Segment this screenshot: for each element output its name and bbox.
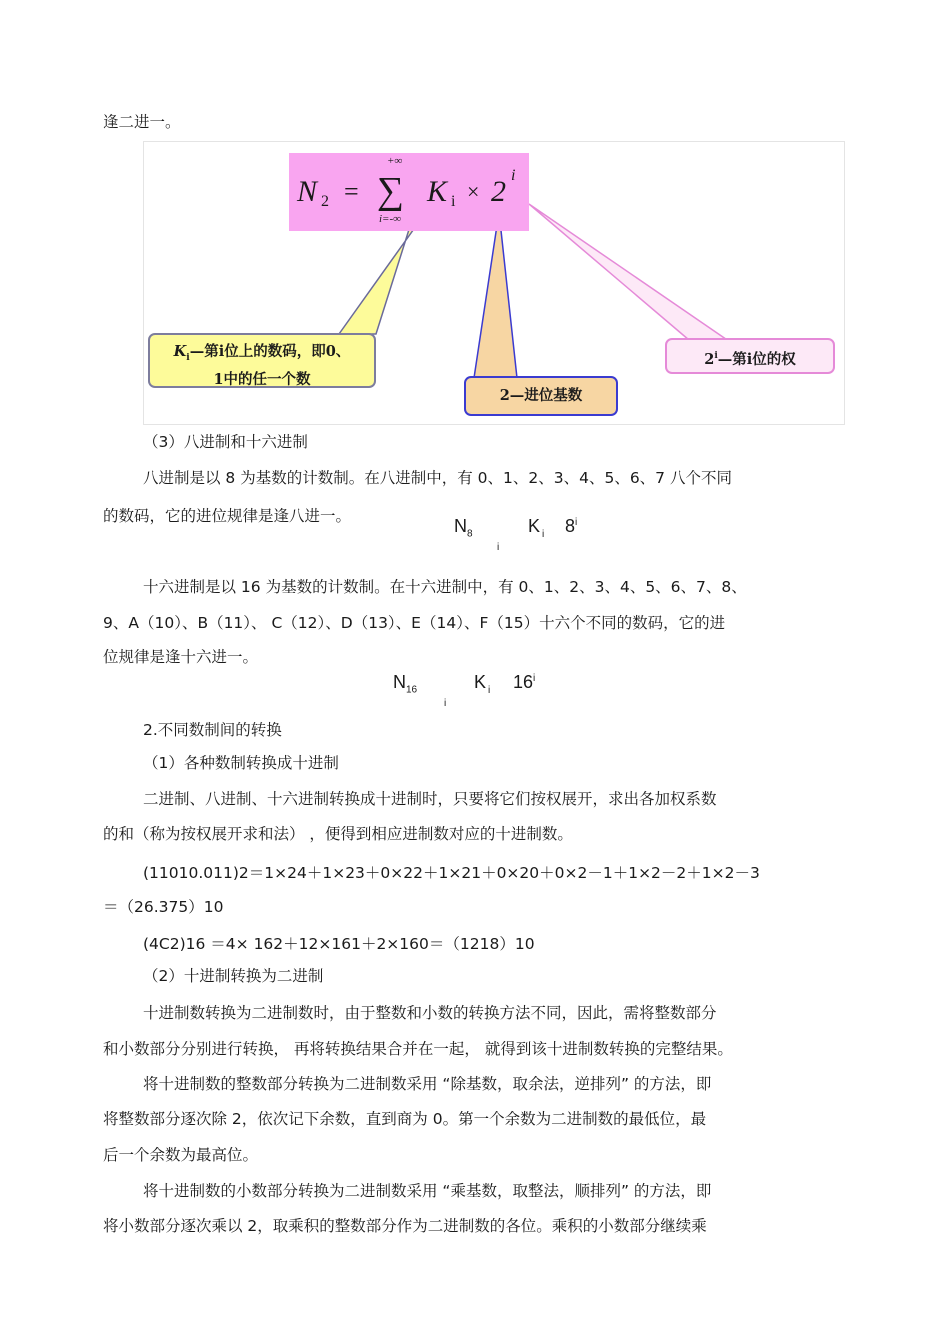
callout-digit [148, 333, 376, 388]
paragraph-line: 的数码，它的进位规律是逢八进一。 [103, 507, 352, 525]
paragraph-line: 后一个余数为最高位。 [103, 1146, 259, 1164]
formula-hex-k-char: K [474, 672, 487, 692]
paragraph-line: 将十进制数的小数部分转换为二进制数采用 “乘基数，取整法，顺排列” 的方法，即 [143, 1182, 712, 1200]
eq-equals: = [344, 177, 359, 206]
eq-two: 2 [491, 175, 506, 208]
paragraph-line: 二进制、八进制、十六进制转换成十进制时，只要将它们按权展开，求出各加权系数 [143, 790, 717, 808]
eq-n: N [297, 175, 318, 208]
equation-box [289, 153, 529, 231]
formula-hex [393, 672, 417, 696]
paragraph-line: 的和（称为按权展开求和法） ，便得到相应进制数对应的十进制数。 [103, 825, 573, 843]
paragraph-line: 十进制数转换为二进制数时，由于整数和小数的转换方法不同，因此，需将整数部分 [143, 1004, 717, 1022]
formula-octal-base-num: 8 [565, 516, 576, 536]
sigma-icon: ∑ [377, 170, 405, 212]
formula-hex-exp: i [533, 673, 536, 684]
example-line: (11010.011)2＝1×24＋1×23＋0×22＋1×21＋0×20＋0×2－1＋1×2－2＋1×2－3 [143, 864, 760, 882]
formula-octal-k-char: K [528, 516, 541, 536]
paragraph-line: 位规律是逢十六进一。 [103, 648, 259, 666]
callout-base [464, 376, 618, 416]
eq-times: × [467, 179, 480, 204]
eq-k-sub: i [451, 193, 456, 210]
callout-digit-line2: 1中的任一个数 [213, 370, 311, 388]
formula-hex-base-num: 16 [513, 672, 534, 692]
section-heading: （2）十进制转换为二进制 [143, 967, 324, 985]
formula-hex-n: N [393, 672, 406, 692]
formula-octal [454, 516, 473, 540]
eq-upper: +∞ [387, 155, 403, 167]
paragraph-line: 十六进制是以 16 为基数的计数制。在十六进制中，有 0、1、2、3、4、5、6、7、8、 [143, 578, 747, 596]
eq-k: K [427, 175, 448, 208]
section-heading: （3）八进制和十六进制 [143, 433, 308, 451]
example-line: ＝（26.375）10 [103, 898, 224, 916]
callout-digit-k-sub: i [186, 352, 190, 363]
paragraph-line: 将整数部分逐次除 2，依次记下余数，直到商为 0。第一个余数为二进制数的最低位，最 [103, 1110, 707, 1128]
formula-hex-k [474, 672, 490, 696]
callout-digit-text: —第i位上的数码，即0、 [189, 343, 351, 360]
eq-lower: i=-∞ [379, 213, 401, 225]
text-line: 逢二进一。 [103, 113, 181, 131]
formula-octal-k [528, 516, 544, 540]
eq-n-sub: 2 [321, 193, 329, 210]
section-heading: 2.不同数制间的转换 [143, 721, 282, 739]
formula-octal-n-sub: 8 [467, 528, 473, 540]
eq-exp: i [511, 167, 516, 184]
formula-octal-base [565, 516, 577, 537]
callout-weight [665, 338, 835, 374]
paragraph-line: 将十进制数的整数部分转换为二进制数采用 “除基数，取余法，逆排列” 的方法，即 [143, 1075, 712, 1093]
example-line: (4C2)16 ＝4× 162＋12×161＋2×160＝（1218）10 [143, 935, 535, 953]
formula-octal-k-sub: i [542, 528, 545, 540]
formula-octal-exp: i [575, 517, 578, 528]
formula-hex-k-sub: i [488, 684, 491, 696]
binary-formula-figure [143, 141, 845, 425]
paragraph-line: 八进制是以 8 为基数的计数制。在八进制中，有 0、1、2、3、4、5、6、7 八个不同 [143, 469, 732, 487]
paragraph-line: 和小数部分分别进行转换， 再将转换结果合并在一起， 就得到该十进制数转换的完整结果。 [103, 1040, 733, 1058]
callout-weight-text: —第i位的权 [717, 350, 796, 368]
formula-octal-index: i [497, 542, 500, 553]
formula-hex-n-sub: 16 [406, 684, 418, 696]
paragraph-line: 将小数部分逐次乘以 2，取乘积的整数部分作为二进制数的各位。乘积的小数部分继续乘 [103, 1217, 707, 1235]
paragraph-line: 9、A（10）、B（11）、 C（12）、D（13）、E（14）、F（15）十六个不同的数码，它的进 [103, 614, 726, 632]
formula-hex-base [513, 672, 535, 693]
callout-base-text: 2—进位基数 [499, 387, 583, 404]
section-heading: （1）各种数制转换成十进制 [143, 754, 339, 772]
callout-digit-line1 [150, 341, 374, 369]
callout-weight-sup: i [714, 351, 718, 361]
formula-octal-n: N [454, 516, 467, 536]
formula-hex-index: i [444, 698, 447, 709]
callout-digit-k: K [173, 343, 187, 360]
callout-weight-two: 2 [704, 350, 715, 368]
